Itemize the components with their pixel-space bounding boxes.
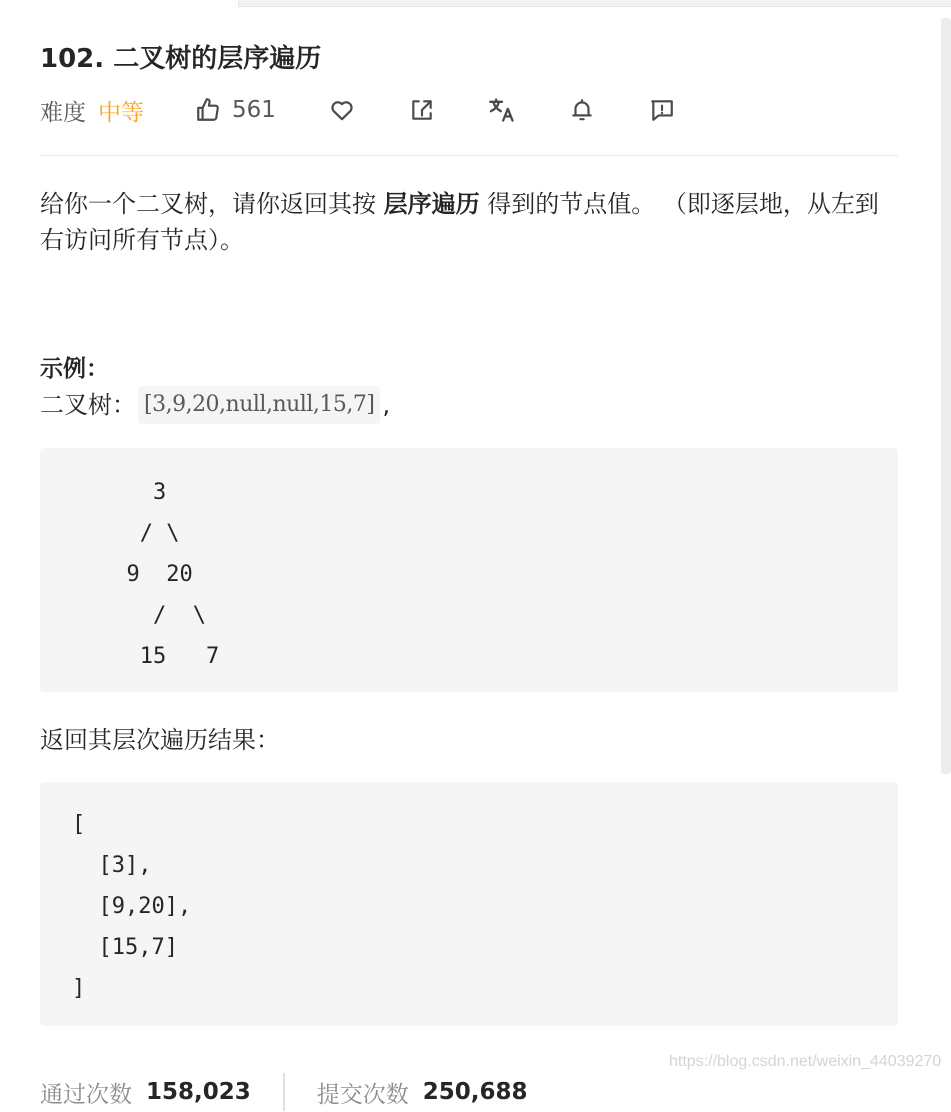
- watermark: https://blog.csdn.net/weixin_44039270: [669, 1053, 942, 1070]
- statement-keyword: 层序遍历: [383, 190, 480, 218]
- translate-button[interactable]: [488, 96, 516, 124]
- translate-icon: [488, 96, 516, 124]
- divider: [40, 155, 898, 156]
- submitted-count: 250,688: [422, 1079, 528, 1105]
- statement-text-2: 得到的节点值。 （即逐层地，从左到右访问所有节点）。: [40, 190, 879, 254]
- accepted-label: 通过次数: [40, 1081, 132, 1108]
- stats-separator: [283, 1073, 285, 1111]
- like-button[interactable]: [194, 96, 276, 124]
- tree-diagram-block: [40, 448, 898, 692]
- example-input-label: 二叉树：: [40, 391, 136, 419]
- tree-diagram: 3 / \ 9 20 / \ 15 7: [126, 480, 220, 669]
- share-button[interactable]: [408, 96, 436, 124]
- problem-statement: [40, 186, 898, 258]
- difficulty-badge: 中等: [98, 99, 144, 126]
- example-input-suffix: ,: [382, 391, 391, 419]
- share-icon: [409, 97, 435, 123]
- thumbs-up-icon: [194, 96, 222, 124]
- feedback-icon: [649, 97, 675, 123]
- like-count: 561: [232, 97, 276, 123]
- result-output: [ [3], [9,20], [15,7] ]: [72, 812, 192, 1001]
- notify-button[interactable]: [568, 96, 596, 124]
- top-panel-edge: [238, 0, 951, 7]
- result-block: [40, 782, 898, 1026]
- accepted-count: 158,023: [146, 1079, 251, 1105]
- difficulty-label: 难度: [40, 99, 86, 126]
- heart-icon: [329, 97, 355, 123]
- scrollbar[interactable]: [941, 18, 951, 774]
- problem-meta-bar: [40, 92, 898, 128]
- result-label: 返回其层次遍历结果：: [40, 726, 280, 754]
- feedback-button[interactable]: [648, 96, 676, 124]
- example-heading: 示例：: [40, 356, 109, 382]
- submitted-label: 提交次数: [316, 1081, 409, 1108]
- statement-text-1: 给你一个二叉树，请你返回其按: [40, 190, 384, 218]
- favorite-button[interactable]: [328, 96, 356, 124]
- bell-icon: [569, 97, 595, 123]
- submission-stats: [40, 1072, 528, 1112]
- problem-title: 102. 二叉树的层序遍历: [40, 44, 322, 74]
- example-input-line: [40, 386, 390, 424]
- example-input-value: [3,9,20,null,null,15,7]: [138, 386, 380, 424]
